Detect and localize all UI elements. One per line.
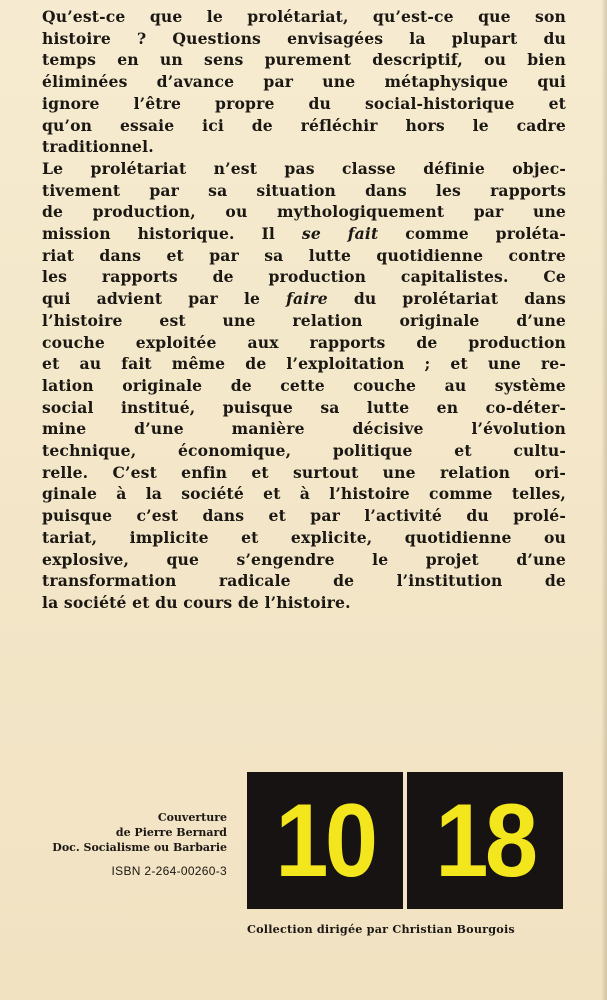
blurb-line: Le prolétariat n’est pas classe définie objec-: [42, 158, 566, 178]
logo-box-right: [407, 772, 563, 909]
blurb-line: lation originale de cette couche au système: [42, 375, 566, 395]
blurb-fragment: mission historique. Il: [42, 224, 302, 244]
blurb-line: éliminées d’avance par une métaphysique qui: [42, 72, 566, 92]
blurb-line: la société et du cours de l’histoire.: [42, 592, 351, 612]
logo-number-10: 10: [275, 782, 375, 899]
blurb-line: social institué, puisque sa lutte en co-déter-: [42, 397, 566, 417]
blurb-paragraph-1: [42, 6, 566, 158]
blurb-line: transformation radicale de l’institution de: [42, 571, 566, 591]
blurb-line: puisque c’est dans et par l’activité du prolé-: [42, 506, 566, 526]
blurb-paragraph-2: [42, 158, 566, 614]
blurb-fragment: du prolétariat dans: [327, 289, 566, 309]
blurb-line: Qu’est-ce que le prolétariat, qu’est-ce que son: [42, 7, 566, 26]
blurb-line: traditionnel.: [42, 137, 154, 157]
blurb-text: [42, 6, 566, 614]
blurb-line: tariat, implicite et explicite, quotidienne ou: [42, 527, 566, 547]
blurb-line: l’histoire est une relation originale d’une: [42, 310, 566, 330]
blurb-line: explosive, que s’engendre le projet d’une: [42, 549, 566, 569]
blurb-line: temps en un sens purement descriptif, ou bien: [42, 50, 566, 70]
collection-editor-credit: Collection dirigée par Christian Bourgois: [247, 922, 515, 936]
page-edge-shadow: [601, 0, 607, 1000]
blurb-line: relle. C’est enfin et surtout une relation ori-: [42, 462, 566, 482]
isbn-number: ISBN 2-264-00260-3: [111, 864, 227, 878]
credits-line: Couverture: [157, 811, 227, 824]
blurb-fragment: qui advient par le: [42, 289, 287, 309]
blurb-line: mine d’une manière décisive l’évolution: [42, 419, 566, 439]
blurb-line: les rapports de production capitalistes. Ce: [42, 267, 566, 287]
cover-credits: [14, 810, 227, 855]
blurb-fragment: comme proléta-: [378, 224, 566, 244]
blurb-line: ginale à la société et à l’histoire comme telles,: [42, 484, 566, 504]
blurb-line: tivement par sa situation dans les rapports: [42, 180, 566, 200]
blurb-line: couche exploitée aux rapports de production: [42, 332, 566, 352]
blurb-line: technique, économique, politique et cultu-: [42, 441, 566, 461]
blurb-line: ignore l’être propre du social-historique et: [42, 93, 566, 113]
blurb-line: de production, ou mythologiquement par une: [42, 202, 566, 222]
blurb-line: [42, 288, 566, 310]
blurb-line: et au fait même de l’exploitation ; et une re-: [42, 354, 566, 374]
blurb-emphasis: faire: [286, 289, 328, 309]
blurb-line: [42, 223, 566, 245]
blurb-line: qu’on essaie ici de réfléchir hors le cadre: [42, 115, 566, 135]
publisher-logo-10-18: [247, 772, 563, 909]
credits-line: Doc. Socialisme ou Barbarie: [52, 841, 227, 854]
blurb-line: histoire ? Questions envisagées la plupart du: [42, 28, 566, 48]
blurb-emphasis: se fait: [301, 224, 379, 244]
credits-line: de Pierre Bernard: [115, 826, 227, 839]
blurb-line: riat dans et par sa lutte quotidienne contre: [42, 245, 566, 265]
logo-number-18: 18: [435, 782, 535, 899]
logo-box-left: [247, 772, 403, 909]
